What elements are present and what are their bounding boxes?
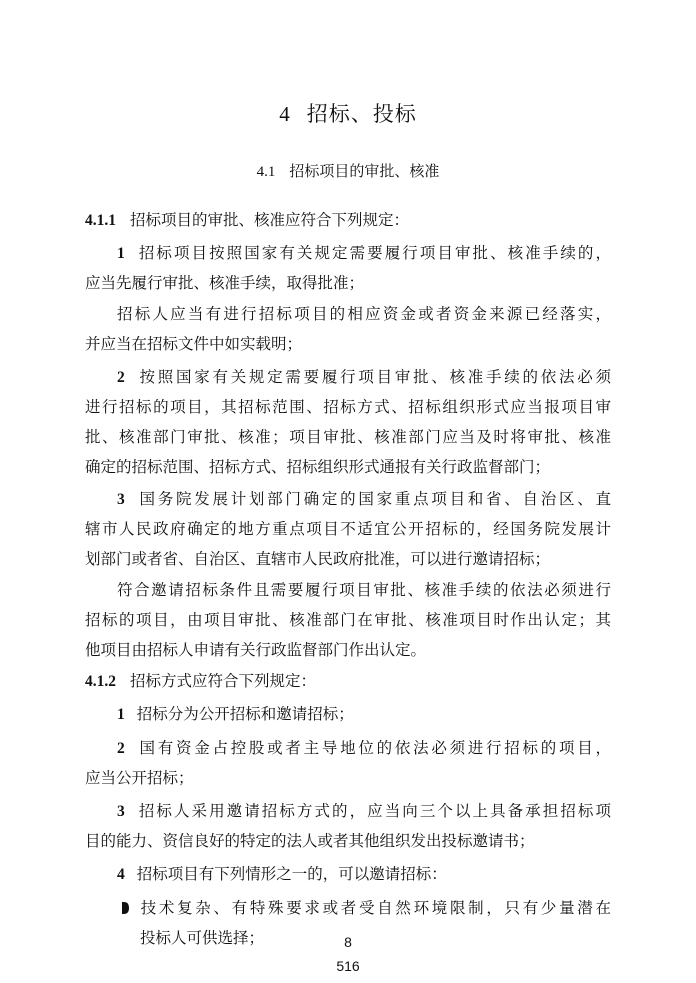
item-2-line-4: 确定的招标范围、招标方式、招标组织形式通报有关行政监督部门； [85, 458, 551, 476]
subsection-heading [0, 160, 696, 181]
section-heading [0, 98, 696, 128]
item-4-1-2-4 [117, 859, 611, 889]
item-4-1-2-3-line-1 [117, 796, 611, 826]
clause-text: 招标方式应符合下列规定： [130, 672, 317, 690]
clause-4-1-1 [85, 205, 611, 235]
item-3b-line-2: 招标的项目，由项目审批、核准部门在审批、核准项目时作出认定；其 [85, 611, 611, 629]
item-text: 招标分为公开招标和邀请招标； [136, 705, 354, 723]
bullet-text: 技术复杂、有特殊要求或者受自然环境限制，只有少量潜在 [138, 899, 611, 917]
total-page-number: 516 [336, 958, 360, 974]
item-number: 4 [117, 866, 125, 883]
item-number: 2 [117, 369, 125, 386]
item-4-1-2-1 [117, 699, 611, 729]
item-2-line-1 [117, 362, 611, 392]
item-text: 招标项目有下列情形之一的，可以邀请招标： [136, 865, 447, 883]
item-3b-line-1: 符合邀请招标条件且需要履行项目审批、核准手续的依法必须进行 [117, 581, 611, 599]
item-1-line-1 [117, 238, 611, 268]
clause-text: 招标项目的审批、核准应符合下列规定： [130, 211, 410, 229]
item-number: 2 [117, 740, 125, 757]
clause-number: 4.1.2 [85, 673, 116, 690]
item-4-1-2-2-line-2: 应当公开招标； [85, 769, 194, 787]
item-1b-line-1: 招标人应当有进行招标项目的相应资金或者资金来源已经落实， [117, 305, 611, 323]
item-1b-line-2: 并应当在招标文件中如实载明； [85, 335, 303, 353]
item-text: 招标项目按照国家有关规定需要履行项目审批、核准手续的， [136, 244, 611, 262]
subsection-title: 招标项目的审批、核准 [289, 162, 440, 180]
item-3b-line-3: 他项目由招标人申请有关行政监督部门作出认定。 [85, 641, 427, 659]
item-1-line-2: 应当先履行审批、核准手续，取得批准； [85, 274, 365, 292]
page-number: 8 [344, 934, 352, 950]
item-2-line-2: 进行招标的项目，其招标范围、招标方式、招标组织形式应当报项目审 [85, 398, 611, 416]
item-number: 1 [117, 245, 125, 262]
item-4-1-2-3-line-2: 目的能力、资信良好的特定的法人或者其他组织发出投标邀请书； [85, 832, 535, 850]
bullet-item-line-1 [121, 893, 611, 923]
clause-number: 4.1.1 [85, 212, 116, 229]
item-4-1-2-2-line-1 [117, 733, 611, 763]
item-3-line-3: 划部门或者省、自治区、直辖市人民政府批准，可以进行邀请招标； [85, 550, 551, 568]
item-number: 3 [117, 491, 125, 508]
clause-4-1-2 [85, 666, 611, 696]
item-number: 3 [117, 803, 125, 820]
item-text: 招标人采用邀请招标方式的，应当向三个以上具备承担招标项 [136, 802, 611, 820]
item-3-line-2: 辖市人民政府确定的地方重点项目不适宜公开招标的，经国务院发展计 [85, 520, 611, 538]
item-text: 按照国家有关规定需要履行项目审批、核准手续的依法必须 [136, 368, 611, 386]
bullet-item-line-2: 投标人可供选择； [140, 929, 265, 947]
item-2-line-3: 批、核准部门审批、核准；项目审批、核准部门应当及时将审批、核准 [85, 428, 611, 446]
item-text: 国有资金占控股或者主导地位的依法必须进行招标的项目， [136, 739, 611, 757]
item-text: 国务院发展计划部门确定的国家重点项目和省、自治区、直 [136, 490, 611, 508]
section-title: 招标、投标 [306, 102, 417, 126]
d-bullet-icon [121, 895, 130, 909]
item-3-line-1 [117, 484, 611, 514]
item-number: 1 [117, 706, 125, 723]
subsection-number: 4.1 [256, 164, 276, 180]
section-number: 4 [279, 102, 291, 126]
